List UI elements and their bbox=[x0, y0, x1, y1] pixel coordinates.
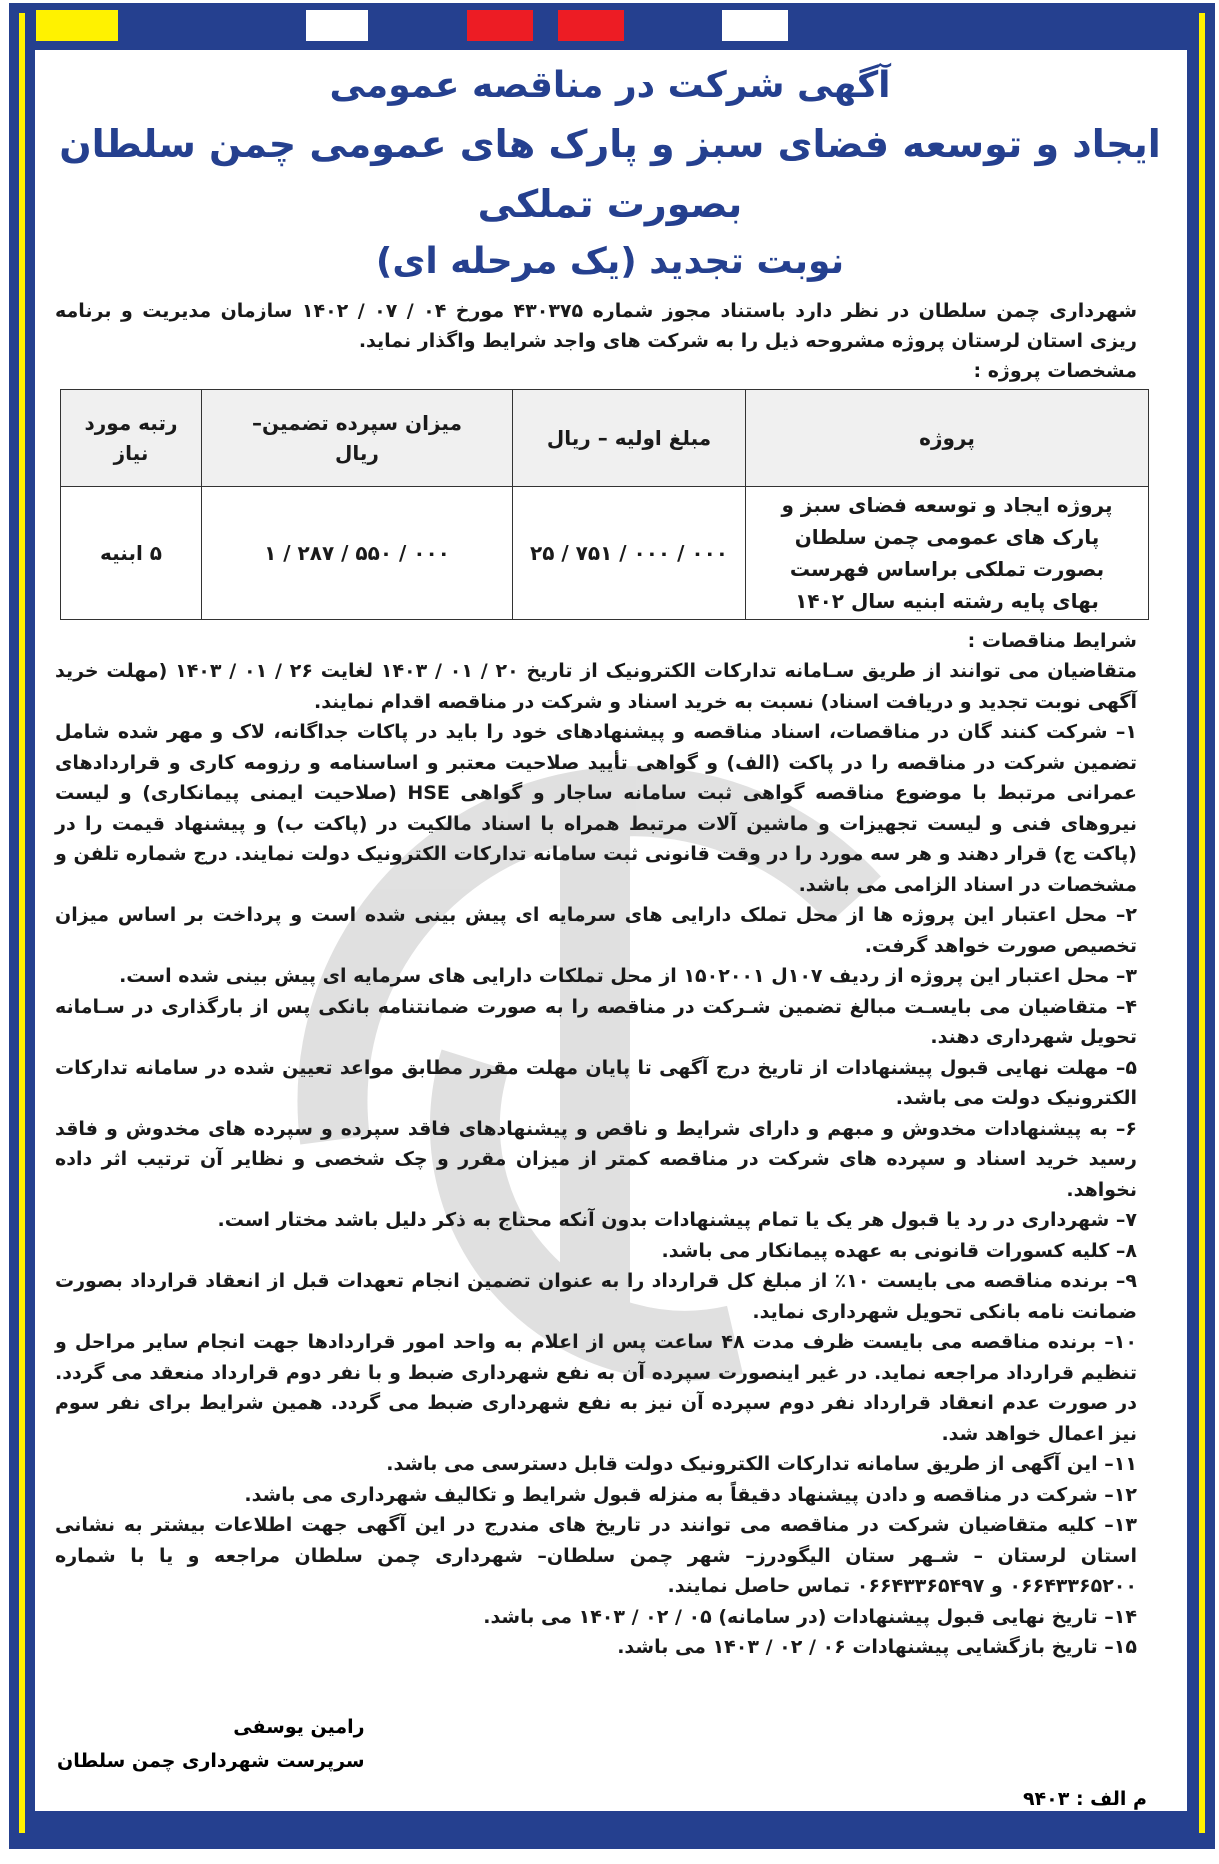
header-square-red-2 bbox=[558, 10, 624, 41]
ad-content bbox=[35, 58, 1187, 1663]
condition-item-3: ۳– محل اعتبار این پروژه از ردیف ۱۰۷ل ۱۵۰۲۰۰۱ از محل تملکات دارایی های سرمایه ای پیش بینی شده است. bbox=[119, 965, 1137, 987]
header-initial-amount: مبلغ اولیه – ریال bbox=[513, 390, 746, 487]
ad-body bbox=[35, 50, 1187, 1811]
condition-item-10: ۱۰– برنده مناقصه می بایست ظرف مدت ۴۸ ساعت پس از اعلام به واحد امور قراردادها جهت انجام سایر مراحل و تنظیم قرارداد مراجعه نماید. در غیر اینصورت سپرده آن به نفع شهرداری ضبط و با نفر دوم قرارداد منعقد می گردد. در صورت عدم انعقاد قرارداد نفر دوم سپرده آن نیز به نفع شهرداری ضبط می گردد. همین شرایط برای نفر سوم نیز اعمال خواهد شد. bbox=[55, 1331, 1137, 1445]
condition-item-8: ۸– کلیه کسورات قانونی به عهده پیمانکار می باشد. bbox=[661, 1239, 1137, 1262]
header-square-white-1 bbox=[306, 10, 368, 41]
condition-item-1: ۱– شرکت کنند گان در مناقصات، اسناد مناقصه و پیشنهادهای خود را باید در پاکات جداگانه، لاک و مهر شده شامل تضمین شرکت در مناقصه را در پاکت (الف) و گواهی تأیید صلاحیت معتبر و اساسنامه و رزومه کاری و قراردادهای عمرانی مرتبط با موضوع مناقصه گواهی ثبت سامانه ساجار و گواهی HSE (صلاحیت ایمنی پیمانکاری) و لیست نیروهای فنی و لیست تجهیزات و ماشین آلات مرتبط همراه با اسناد مالکیت در (پاکت ب) و پیشنهاد قیمت را در (پاکت ج) قرار دهند و هر سه مورد را در وقت قانونی ثبت سامانه تدارکات الکترونیک دولت نمایند. درج شماره تلفن و مشخصات در اسناد الزامی می باشد. bbox=[55, 721, 1137, 896]
condition-item-6: ۶– به پیشنهادات مخدوش و مبهم و دارای شرایط و ناقص و پیشنهادهای فاقد سپرده و سپرده های مخدوش و فاقد رسید خرید اسناد و سپرده های شرکت در مناقصه کمتر از میزان مقرر و چک شخصی و نظایر آن ترتیب اثر داده نخواهد. bbox=[55, 1117, 1137, 1201]
right-yellow-stripe bbox=[1199, 13, 1205, 1833]
condition-item-13: ۱۳– کلیه متقاضیان شرکت در مناقصه می توانند در تاریخ های مندرج در این آگهی جهت اطلاعات بیشتر به نشانی استان لرستان – شـهر ستان الیگودرز– شهر چمن سلطان– شهرداری چمن سلطان مراجعه و یا با شماره ۰۶۶۴۳۳۶۵۲۰۰ و ۰۶۶۴۳۳۶۵۴۹۷ تماس حاصل نمایند. bbox=[55, 1514, 1137, 1597]
signatory-title: سرپرست شهرداری چمن سلطان bbox=[57, 1750, 365, 1772]
ad-title: آگهی شرکت در مناقصه عمومی bbox=[329, 65, 891, 106]
intro-paragraph: شهرداری چمن سلطان در نظر دارد باستناد مجوز شماره ۴۳۰۳۷۵ مورخ ۰۴ / ۰۷ / ۱۴۰۲ سازمان مدیریت و برنامه ریزی استان لرستان پروژه مشروحه ذیل را به شرکت های واجد شرایط واگذار نماید. bbox=[55, 300, 1138, 352]
condition-item-9: ۹– برنده مناقصه می بایست ۱۰٪ از مبلغ کل قرارداد را به عنوان تضمین انجام تعهدات قبل از انعقاد قرارداد بصورت ضمانت نامه بانکی تحویل شهرداری نماید. bbox=[55, 1270, 1138, 1323]
condition-item-2: ۲– محل اعتبار این پروژه ها از محل تملک دارایی های سرمایه ای پیش بینی شده است و پرداخت بر اساس میزان تخصیص صورت خواهد گرفت. bbox=[55, 904, 1137, 957]
cell-deposit: ۰۰۰ / ۵۵۰ / ۲۸۷ / ۱ bbox=[202, 487, 513, 620]
condition-item-11: ۱۱– این آگهی از طریق سامانه تدارکات الکترونیک دولت قابل دسترسی می باشد. bbox=[386, 1453, 1137, 1475]
condition-item-7: ۷– شهرداری در رد یا قبول هر یک یا تمام پیشنهادات بدون آنکه محتاج به ذکر دلیل باشد مختار است. bbox=[217, 1209, 1137, 1231]
cell-project: پروژه ایجاد و توسعه فضای سبز و پارک های عمومی چمن سلطان بصورت تملکی براساس فهرست بهای پایه رشته ابنیه سال ۱۴۰۲ bbox=[746, 487, 1149, 620]
header-square-white-2 bbox=[722, 10, 788, 41]
ad-subtitle: ایجاد و توسعه فضای سبز و پارک های عمومی چمن سلطان بصورت تملکی bbox=[59, 122, 1161, 226]
condition-item-4: ۴– متقاضیان می بایسـت مبالغ تضمین شـرکت در مناقصه را به صورت ضمانتنامه بانکی پس از بارگذاری در سـامانه تحویل شهرداری دهند. bbox=[55, 995, 1137, 1048]
table-row bbox=[61, 487, 1149, 620]
conditions-intro: متقاضیان می توانند از طریق سـامانه تدارکات الکترونیک از تاریخ ۲۰ / ۰۱ / ۱۴۰۳ لغایت ۲۶ / ۰۱ / ۱۴۰۳ (مهلت خرید آگهی نوبت تجدید و دریافت اسناد) نسبت به خرید اسناد و شرکت در مناقصه اقدام نمایند. bbox=[55, 660, 1137, 713]
header-grade: رتبه مورد نیاز bbox=[61, 390, 202, 487]
signatory-name: رامین یوسفی bbox=[233, 1716, 365, 1738]
ad-round-label: نوبت تجدید (یک مرحله ای) bbox=[375, 241, 845, 282]
ad-border-frame bbox=[9, 3, 1215, 1849]
header-project: پروژه bbox=[746, 390, 1149, 487]
conditions-list bbox=[55, 717, 1165, 1663]
condition-item-5: ۵– مهلت نهایی قبول پیشنهادات از تاریخ درج آگهی تا پایان مهلت مقرر مطابق مواعد تعیین شده در سامانه تدارکات الکترونیک دولت می باشد. bbox=[55, 1056, 1137, 1109]
header-deposit: میزان سپرده تضمین– ریال bbox=[202, 390, 513, 487]
header-square-red-1 bbox=[467, 10, 533, 41]
cell-grade: ۵ ابنیه bbox=[61, 487, 202, 620]
left-yellow-stripe bbox=[19, 13, 25, 1833]
cell-initial-amount: ۰۰۰ / ۰۰۰ / ۷۵۱ / ۲۵ bbox=[513, 487, 746, 620]
condition-item-15: ۱۵– تاریخ بازگشایی پیشنهادات ۰۶ / ۰۲ / ۱۴۰۳ می باشد. bbox=[617, 1636, 1137, 1658]
table-header-row bbox=[61, 390, 1149, 487]
header-square-yellow bbox=[36, 10, 118, 41]
ad-code: م الف : ۹۴۰۳ bbox=[1022, 1788, 1147, 1810]
project-specs-label: مشخصات پروژه : bbox=[973, 360, 1137, 382]
conditions-label: شرایط مناقصات : bbox=[967, 630, 1137, 652]
project-table bbox=[60, 389, 1149, 620]
condition-item-12: ۱۲– شرکت در مناقصه و دادن پیشنهاد دقیقاً به منزله قبول شرایط و تکالیف شهرداری می باشد. bbox=[244, 1483, 1137, 1506]
signature-block bbox=[57, 1710, 365, 1778]
condition-item-14: ۱۴– تاریخ نهایی قبول پیشنهادات (در سامانه) ۰۵ / ۰۲ / ۱۴۰۳ می باشد. bbox=[483, 1605, 1137, 1628]
